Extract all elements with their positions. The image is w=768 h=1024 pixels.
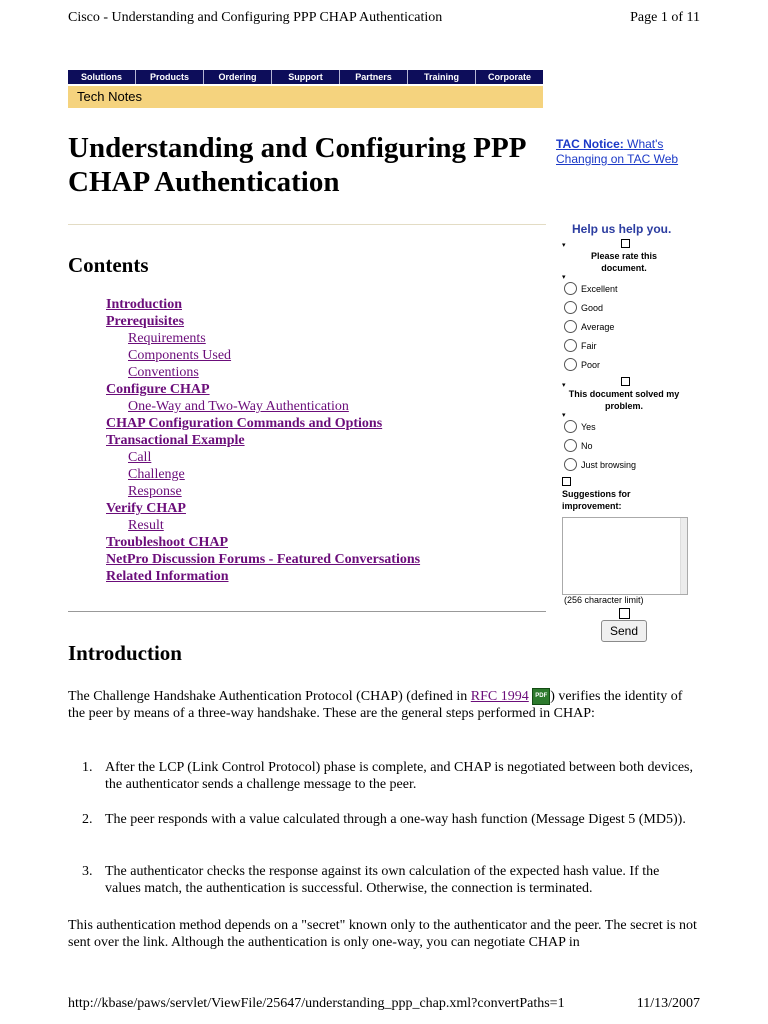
intro-text-before: The Challenge Handshake Authentication Protocol (CHAP) (defined in xyxy=(68,689,471,704)
divider xyxy=(68,611,546,612)
solved-label: No xyxy=(581,440,593,451)
pdf-icon[interactable]: PDF xyxy=(532,688,550,705)
textarea-scrollbar[interactable] xyxy=(680,518,687,594)
rating-excellent[interactable] xyxy=(564,279,618,298)
tac-notice-label: TAC Notice: xyxy=(556,137,624,151)
intro-text-after: ) verifies the identity of the peer by means of a three-way handshake. These are the general steps performed in CHAP: xyxy=(68,689,683,721)
introduction-heading: Introduction xyxy=(68,641,182,665)
spacer-checkbox xyxy=(619,608,630,619)
nav-products[interactable]: Products xyxy=(136,70,204,84)
solved-group xyxy=(564,417,636,474)
step-text: After the LCP (Link Control Protocol) phase is complete, and CHAP is negotiated between both devices, the authenticator sends a challenge message to the peer. xyxy=(105,760,694,792)
toc-link-challenge[interactable]: Challenge xyxy=(128,467,185,482)
rating-poor[interactable] xyxy=(564,355,618,374)
toc-link-result[interactable]: Result xyxy=(128,518,164,533)
list-number: 3. xyxy=(82,864,93,879)
nav-support[interactable]: Support xyxy=(272,70,340,84)
rating-label: Poor xyxy=(581,359,601,370)
toc-link-requirements[interactable]: Requirements xyxy=(128,331,206,346)
nav-solutions[interactable]: Solutions xyxy=(68,70,136,84)
rating-label: Good xyxy=(581,302,604,313)
radio-button[interactable] xyxy=(564,420,577,433)
toc-link-response[interactable]: Response xyxy=(128,484,182,499)
solved-label: Yes xyxy=(581,421,596,432)
rating-group xyxy=(564,279,618,374)
solved-label: Just browsing xyxy=(581,459,637,470)
help-heading: Help us help you. xyxy=(572,222,672,236)
toc-link-verify-chap[interactable]: Verify CHAP xyxy=(106,501,186,516)
nav-corporate[interactable]: Corporate xyxy=(487,72,531,82)
rate-prompt: Please rate this document. xyxy=(590,251,658,273)
rating-average[interactable] xyxy=(564,317,618,336)
radio-button[interactable] xyxy=(564,358,577,371)
solved-prompt: This document solved my problem. xyxy=(568,389,680,411)
contents-heading: Contents xyxy=(68,253,149,277)
toc-link-transactional-example[interactable]: Transactional Example xyxy=(106,433,245,448)
marker: ▾ xyxy=(562,381,566,389)
divider xyxy=(68,224,546,225)
toc-link-related-information[interactable]: Related Information xyxy=(106,569,229,584)
toc-link-introduction[interactable]: Introduction xyxy=(106,297,182,312)
toc-link-netpro-forums[interactable]: NetPro Discussion Forums - Featured Conversations xyxy=(106,552,421,567)
nav-ordering[interactable]: Ordering xyxy=(204,70,272,84)
marker: ▾ xyxy=(562,241,566,249)
nav-training[interactable]: Training xyxy=(408,70,476,84)
spacer-checkbox xyxy=(621,239,630,248)
print-footer-url: http://kbase/paws/servlet/ViewFile/25647/understanding_ppp_chap.xml?convertPaths=1 xyxy=(68,996,565,1011)
rating-good[interactable] xyxy=(564,298,618,317)
step-text: The peer responds with a value calculated through a one-way hash function (Message Digest 5 (MD5)). xyxy=(105,812,686,827)
print-header-title: Cisco - Understanding and Configuring PPP CHAP Authentication xyxy=(68,10,443,25)
step-text: The authenticator checks the response against its own calculation of the expected hash value. If the values match, the authentication is successful. Otherwise, the connection is terminated. xyxy=(105,864,660,896)
radio-button[interactable] xyxy=(564,282,577,295)
page-title: Understanding and Configuring PPP CHAP Authentication xyxy=(68,132,525,198)
list-number: 1. xyxy=(82,760,93,775)
nav-partners[interactable]: Partners xyxy=(340,70,408,84)
tac-notice-link[interactable] xyxy=(556,137,706,167)
character-limit-note: (256 character limit) xyxy=(564,595,644,605)
print-footer-date: 11/13/2007 xyxy=(636,996,700,1011)
solved-yes[interactable] xyxy=(564,417,636,436)
radio-button[interactable] xyxy=(564,320,577,333)
spacer-checkbox xyxy=(621,377,630,386)
rating-label: Excellent xyxy=(581,283,618,294)
toc-link-one-way-two-way[interactable]: One-Way and Two-Way Authentication xyxy=(128,399,349,414)
suggestions-label: Suggestions for improvement: xyxy=(562,489,631,511)
tac-notice-text: What's Changing on TAC Web xyxy=(556,137,679,166)
section-bar xyxy=(68,86,543,108)
table-of-contents xyxy=(68,296,538,585)
top-nav-bar xyxy=(68,70,543,84)
rating-label: Average xyxy=(581,321,615,332)
intro-paragraph xyxy=(68,688,698,722)
solved-just-browsing[interactable] xyxy=(564,455,636,474)
radio-button[interactable] xyxy=(564,301,577,314)
suggestions-textarea[interactable] xyxy=(562,517,688,595)
print-header-page: Page 1 of 11 xyxy=(630,10,700,25)
toc-link-components-used[interactable]: Components Used xyxy=(128,348,232,363)
list-number: 2. xyxy=(82,812,93,827)
rating-label: Fair xyxy=(581,340,597,351)
rfc-1994-link[interactable]: RFC 1994 xyxy=(470,689,529,704)
spacer-checkbox xyxy=(562,477,571,486)
section-bar-label: Tech Notes xyxy=(77,89,143,104)
marker: ▾ xyxy=(562,411,566,419)
rating-fair[interactable] xyxy=(564,336,618,355)
radio-button[interactable] xyxy=(564,339,577,352)
radio-button[interactable] xyxy=(564,458,577,471)
solved-no[interactable] xyxy=(564,436,636,455)
marker: ▾ xyxy=(562,273,566,281)
send-button[interactable]: Send xyxy=(601,620,647,642)
radio-button[interactable] xyxy=(564,439,577,452)
toc-link-configure-chap[interactable]: Configure CHAP xyxy=(106,382,210,397)
toc-link-troubleshoot[interactable]: Troubleshoot CHAP xyxy=(106,535,228,550)
toc-link-commands-options[interactable]: CHAP Configuration Commands and Options xyxy=(106,416,383,431)
secret-paragraph: This authentication method depends on a "secret" known only to the authenticator and the peer. The secret is not sent over the link. Although the authentication is only one-way, you can negotiate CHAP in xyxy=(68,918,697,950)
toc-link-conventions[interactable]: Conventions xyxy=(128,365,199,380)
toc-link-call[interactable]: Call xyxy=(128,450,152,465)
toc-link-prerequisites[interactable]: Prerequisites xyxy=(106,314,185,329)
